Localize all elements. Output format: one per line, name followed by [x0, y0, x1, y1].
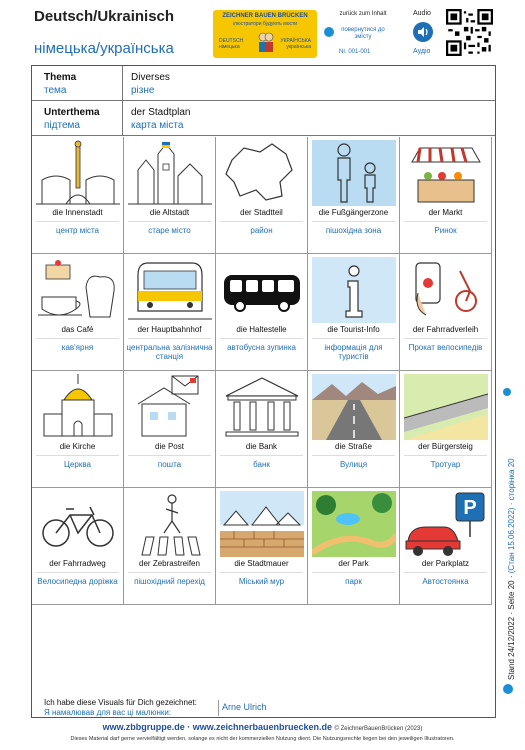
divider: [128, 221, 211, 222]
word-uk: кав'ярня: [61, 343, 94, 352]
vocab-card[interactable]: [308, 254, 400, 371]
vocab-card[interactable]: [400, 137, 492, 254]
word-de: der Stadtteil: [240, 208, 283, 217]
vocab-card[interactable]: [32, 137, 124, 254]
stand-date-uk: (Стан 15.06.2022) · сторінка 20: [507, 458, 516, 574]
bank-icon: [220, 374, 304, 440]
divider: [36, 572, 119, 573]
illustrator-credit: [32, 697, 495, 718]
district-map-icon: [220, 140, 304, 206]
bicycle-icon: [36, 491, 120, 557]
vocab-card[interactable]: [124, 137, 216, 254]
word-de: die Bank: [245, 442, 278, 451]
vocab-card[interactable]: [400, 488, 492, 605]
vocab-card[interactable]: [32, 488, 124, 605]
side-bullet: [503, 388, 511, 396]
bus-icon: [220, 257, 304, 323]
word-uk: Велосипедна доріжка: [37, 577, 118, 586]
word-uk: Міський мур: [238, 577, 285, 586]
divider: [218, 700, 219, 716]
word-uk: пішохідний перехід: [134, 577, 205, 586]
logo-line-1: ZEICHNER BAUEN BRÜCKEN: [222, 13, 308, 19]
parking-icon: [404, 491, 488, 557]
word-uk: Тротуар: [430, 460, 461, 469]
vocab-card[interactable]: [400, 254, 492, 371]
word-de: die Fußgängerzone: [318, 208, 389, 217]
divider: [122, 66, 123, 101]
word-uk: автобусна зупинка: [227, 343, 296, 352]
word-de: die Haltestelle: [236, 325, 287, 334]
word-de: der Parkplatz: [421, 559, 470, 568]
divider: [312, 455, 395, 456]
divider: [36, 338, 119, 339]
back-to-contents-link-uk[interactable]: повернутися до змісту: [341, 27, 385, 40]
word-de: der Fahrradverleih: [412, 325, 479, 334]
word-de: der Markt: [428, 208, 463, 217]
word-uk: Автостоянка: [422, 577, 469, 586]
divider: [404, 221, 487, 222]
divider: [128, 572, 211, 573]
topic-value: Diverses: [131, 72, 170, 83]
vocab-card[interactable]: [216, 371, 308, 488]
side-bullet: [503, 684, 513, 694]
vocab-card[interactable]: [216, 488, 308, 605]
back-to-contents-link[interactable]: zurück zum Inhalt: [339, 11, 387, 17]
word-uk: Церква: [64, 460, 91, 469]
license-note: Dieses Material darf gerne vervielfältigt werden, solange es nicht der kommerziellen Nutzung dient. Die Nutzungsrechte liegen bei den jeweiligen Illustratoren.: [70, 736, 455, 742]
market-stall-icon: [404, 140, 488, 206]
word-de: die Straße: [335, 442, 372, 451]
audio-label-uk: Аудіо: [413, 48, 431, 55]
speaker-icon: [413, 22, 433, 42]
back-bullet: [324, 27, 334, 37]
divider: [220, 338, 303, 339]
topic-row: [32, 66, 495, 101]
divider: [220, 455, 303, 456]
page-stamp: [507, 458, 516, 680]
park-icon: [312, 491, 396, 557]
divider: [404, 455, 487, 456]
word-uk: Вулиця: [339, 460, 368, 469]
subtopic-value: der Stadtplan: [131, 107, 191, 118]
drawn-by-label: Ich habe diese Visuals für Dich gezeichnet:: [44, 698, 197, 707]
divider: [404, 572, 487, 573]
divider: [36, 221, 119, 222]
word-de: die Post: [155, 442, 184, 451]
audio-button[interactable]: [413, 22, 433, 42]
divider: [312, 221, 395, 222]
word-de: das Café: [61, 325, 94, 334]
vocab-card[interactable]: [216, 137, 308, 254]
word-uk: старе місто: [148, 226, 191, 235]
word-de: die Stadtmauer: [234, 559, 289, 568]
word-uk: Прокат велосипедів: [408, 343, 483, 352]
divider: [128, 455, 211, 456]
word-uk: банк: [253, 460, 270, 469]
topic-label: Thema: [44, 72, 77, 83]
topic-label-uk: тема: [44, 85, 67, 96]
divider: [312, 338, 395, 339]
sidewalk-icon: [404, 374, 488, 440]
subtopic-label-uk: підтема: [44, 120, 80, 131]
audio-label: Audio: [413, 10, 431, 17]
word-de: der Hauptbahnhof: [137, 325, 202, 334]
vocabulary-sheet: [31, 65, 496, 718]
page-title-de: Deutsch/Ukrainisch: [34, 8, 175, 25]
word-de: der Fahrradweg: [49, 559, 106, 568]
word-uk: центральна залізнична станція: [126, 343, 213, 361]
logo-lang-left: DEUTSCH німецька: [219, 38, 244, 50]
cafe-cup-icon: [36, 257, 120, 323]
logo-lang-right: УКРАЇНСЬКА українська: [280, 38, 311, 50]
subtopic-label: Unterthema: [44, 107, 100, 118]
word-de: die Tourist-Info: [327, 325, 380, 334]
word-de: der Zebrastreifen: [139, 559, 200, 568]
copyright: © ZeichnerBauenBrücken (2023): [334, 726, 423, 732]
word-de: die Innenstadt: [52, 208, 103, 217]
road-icon: [312, 374, 396, 440]
info-icon: [312, 257, 396, 323]
vocab-card[interactable]: [400, 371, 492, 488]
footer-links[interactable]: www.zbbgruppe.de · www.zeichnerbauenbruecken.de: [102, 722, 333, 732]
bike-rental-icon: [404, 257, 488, 323]
vocab-card[interactable]: [32, 254, 124, 371]
divider: [220, 572, 303, 573]
city-wall-icon: [220, 491, 304, 557]
word-uk: пошта: [157, 460, 182, 469]
stand-date: Stand 24/12/2022 · Seite 20 ·: [507, 575, 516, 680]
divider: [312, 572, 395, 573]
crosswalk-icon: [128, 491, 212, 557]
divider: [36, 455, 119, 456]
word-uk: центр міста: [56, 226, 99, 235]
page-title-uk: німецька/українська: [34, 40, 174, 57]
qr-code-icon[interactable]: [446, 9, 493, 56]
word-uk: інформація для туристів: [324, 343, 383, 361]
church-icon: [36, 374, 120, 440]
subtopic-row: [32, 101, 495, 136]
vocab-card[interactable]: [124, 254, 216, 371]
word-de: der Bürgersteig: [418, 442, 473, 451]
divider: [128, 338, 211, 339]
word-de: die Altstadt: [149, 208, 190, 217]
vocab-card[interactable]: [216, 254, 308, 371]
topic-value-uk: різне: [131, 85, 155, 96]
word-uk: парк: [345, 577, 362, 586]
divider: [220, 221, 303, 222]
vocab-card[interactable]: [308, 371, 400, 488]
vocab-card[interactable]: [124, 488, 216, 605]
train-station-icon: [128, 257, 212, 323]
vocab-card[interactable]: [308, 137, 400, 254]
word-de: die Kirche: [59, 442, 96, 451]
footer: [0, 722, 525, 732]
vocab-card[interactable]: [308, 488, 400, 605]
city-center-icon: [36, 140, 120, 206]
vocab-card[interactable]: [32, 371, 124, 488]
logo-faces-icon: [257, 30, 275, 54]
old-town-icon: [128, 140, 212, 206]
logo-line-2: ілюстратори будують мости: [232, 21, 298, 27]
divider: [122, 101, 123, 136]
post-icon: [128, 374, 212, 440]
word-uk: Ринок: [434, 226, 457, 235]
svg-text:P: P: [463, 497, 477, 519]
word-de: der Park: [338, 559, 369, 568]
divider: [404, 338, 487, 339]
vocab-card[interactable]: [124, 371, 216, 488]
drawn-by-label-uk: Я намалював для вас ці малюнки:: [44, 708, 172, 717]
word-uk: район: [250, 226, 273, 235]
illustrator-name: Arne Ulrich: [222, 702, 267, 712]
word-uk: пішохідна зона: [325, 226, 382, 235]
pedestrian-icon: [312, 140, 396, 206]
zbb-logo[interactable]: [213, 10, 317, 58]
subtopic-value-uk: карта міста: [131, 120, 184, 131]
page-number-code: Nr. 001-001: [339, 49, 371, 55]
